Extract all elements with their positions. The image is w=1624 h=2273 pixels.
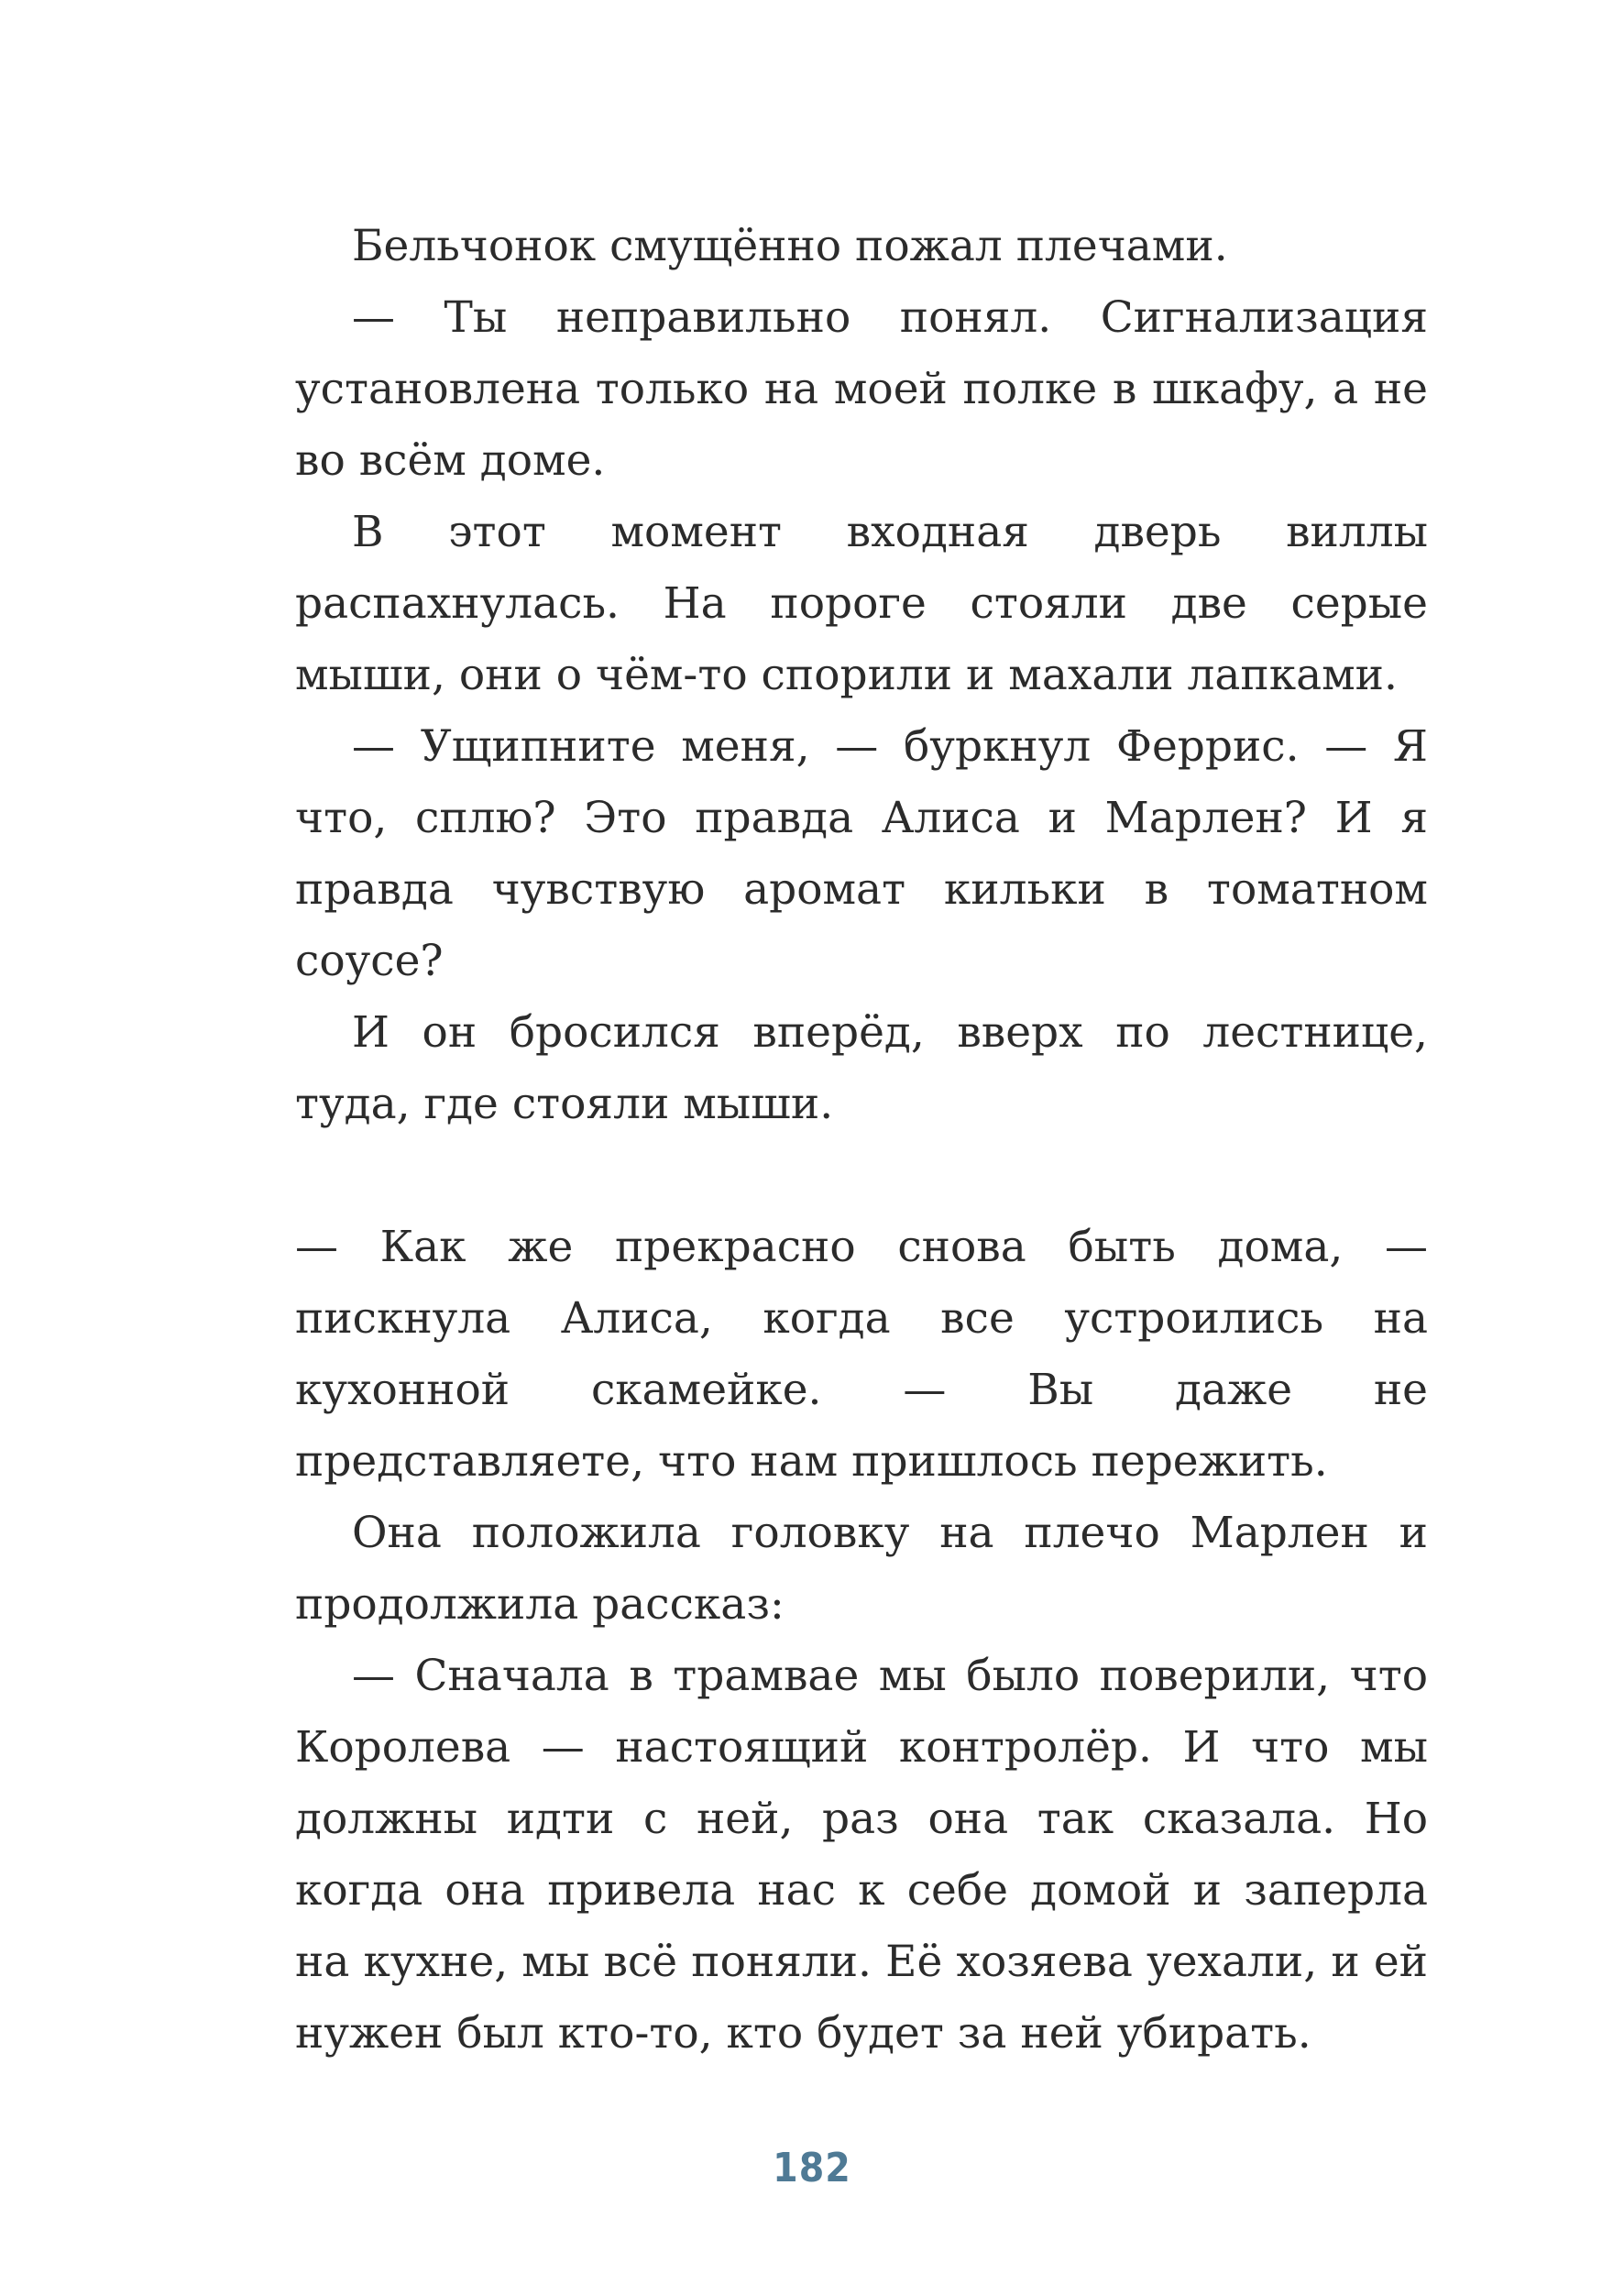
body-text (295, 211, 1428, 2070)
paragraph: — Как же прекрасно снова быть дома, — пискнула Алиса, когда все устроились на кухонной скамейке. — Вы даже не представляете, что нам пришлось пережить. (295, 1222, 1428, 1487)
paragraph: Она положила головку на плечо Марлен и продолжила рассказ: (295, 1508, 1428, 1630)
page-number: 182 (773, 2145, 851, 2191)
paragraph: В этот момент входная дверь виллы распахнулась. На пороге стояли две серые мыши, они о чём-то спорили и махали лапками. (295, 507, 1428, 700)
section-break (295, 1140, 1428, 1212)
paragraph: И он бросился вперёд, вверх по лестнице, туда, где стояли мыши. (295, 1007, 1428, 1129)
paragraph: — Сначала в трамвае мы было поверили, что Королева — настоящий контролёр. И что мы должны идти с ней, раз она так сказала. Но когда она привела нас к себе домой и заперла на кухне, мы всё поняли. Её хозяева уехали, и ей нужен был кто-то, кто будет за ней убирать. (295, 1651, 1428, 2059)
paragraph: Бельчонок смущённо пожал плечами. (352, 221, 1228, 271)
paragraph: — Ущипните меня, — буркнул Феррис. — Я что, сплю? Это правда Алиса и Марлен? И я правда чувствую аромат кильки в томатном соусе? (295, 721, 1428, 986)
paragraph: — Ты неправильно понял. Сигнализация установлена только на моей полке в шкафу, а не во всём доме. (295, 292, 1428, 486)
